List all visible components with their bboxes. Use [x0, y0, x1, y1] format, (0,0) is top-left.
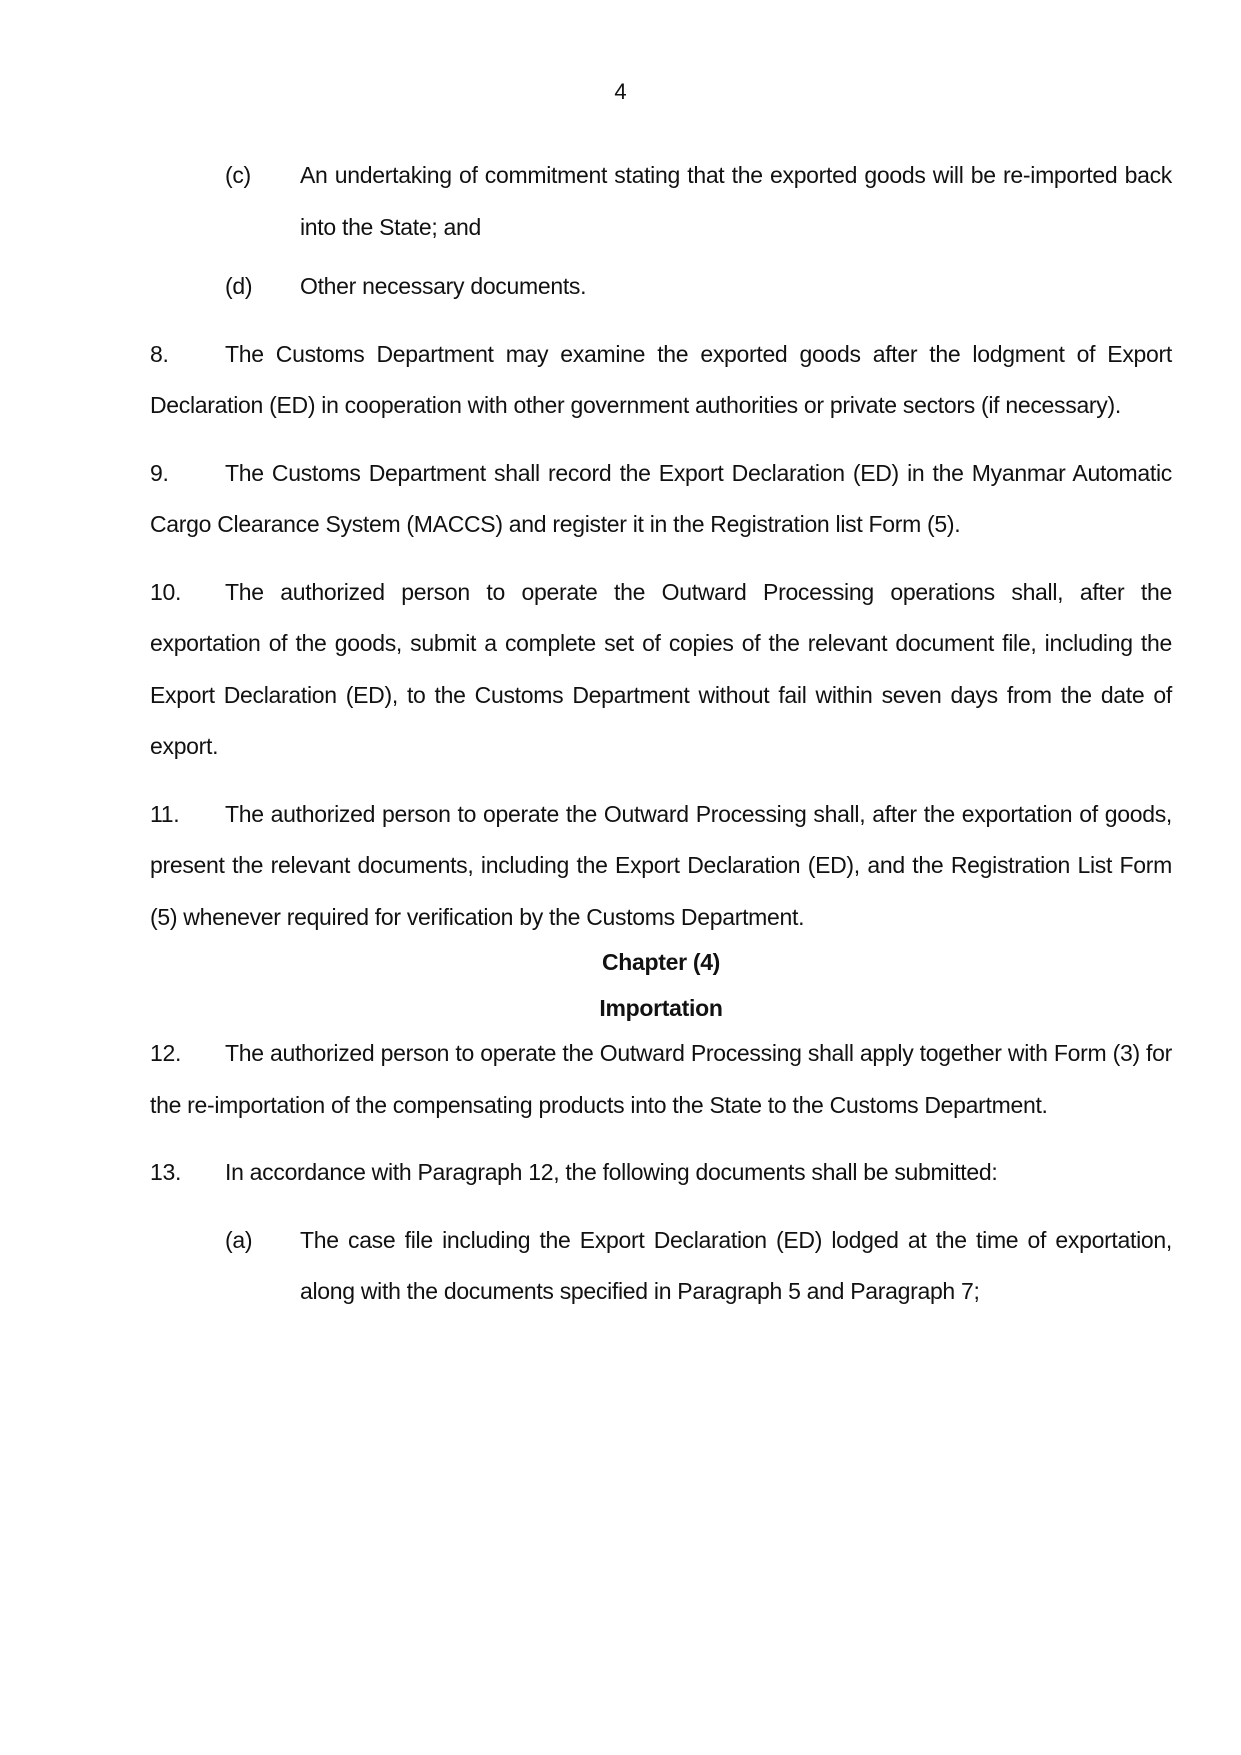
paragraph-number: 11.	[150, 800, 180, 827]
sub-item-label: (a)	[225, 1226, 253, 1253]
paragraph-10	[150, 567, 1172, 773]
paragraph-text: In accordance with Paragraph 12, the following documents shall be submitted:	[225, 1159, 998, 1185]
paragraph-number: 13.	[150, 1159, 182, 1185]
paragraph-text: The Customs Department shall record the Export Declaration (ED) in the Myanmar Automatic Cargo Clearance System (MACCS) and register it in the Registration list Form (5).	[150, 459, 1172, 537]
chapter-title: Chapter (4)	[601, 949, 721, 975]
sub-item-text: Other necessary documents.	[300, 273, 587, 299]
sub-item-label: (d)	[225, 273, 253, 299]
paragraph-text: The Customs Department may examine the exported goods after the lodgment of Export Declaration (ED) in cooperation with other government authorities or private sectors (if necessary).	[150, 340, 1172, 418]
sub-item-text: An undertaking of commitment stating that the exported goods will be re-imported back into the State; and	[300, 162, 1172, 240]
paragraph-13	[150, 1147, 1172, 1199]
chapter-subtitle: Importation	[599, 994, 723, 1021]
paragraph-9	[150, 448, 1172, 551]
sub-item-label: (c)	[225, 162, 251, 188]
sub-item-c	[150, 150, 1172, 253]
paragraph-11	[150, 789, 1172, 944]
page-number: 4	[614, 79, 627, 104]
sub-item-a	[150, 1215, 1172, 1318]
paragraph-text: The authorized person to operate the Outward Processing shall, after the exportation of goods, present the relevant documents, including the Export Declaration (ED), and the Registration List Form (5) whenever required for verification by the Customs Department.	[150, 800, 1172, 930]
paragraph-number: 12.	[150, 1040, 182, 1066]
sub-item-d	[150, 261, 1172, 313]
sub-item-text: The case file including the Export Declaration (ED) lodged at the time of exportation, along with the documents specified in Paragraph 5 and Paragraph 7;	[300, 1226, 1172, 1304]
paragraph-12	[150, 1028, 1172, 1131]
paragraph-number: 8.	[150, 340, 169, 367]
chapter-heading	[150, 937, 1172, 1034]
paragraph-number: 9.	[150, 459, 169, 486]
paragraph-number: 10.	[150, 578, 182, 605]
paragraph-8	[150, 329, 1172, 432]
paragraph-text: The authorized person to operate the Outward Processing operations shall, after the exportation of the goods, submit a complete set of copies of the relevant document file, including the Export Declaration (ED), to the Customs Department without fail within seven days from the date of export.	[150, 578, 1172, 759]
paragraph-text: The authorized person to operate the Outward Processing shall apply together with Form (3) for the re-importation of the compensating products into the State to the Customs Department.	[150, 1040, 1172, 1118]
page-content	[150, 150, 1172, 1334]
